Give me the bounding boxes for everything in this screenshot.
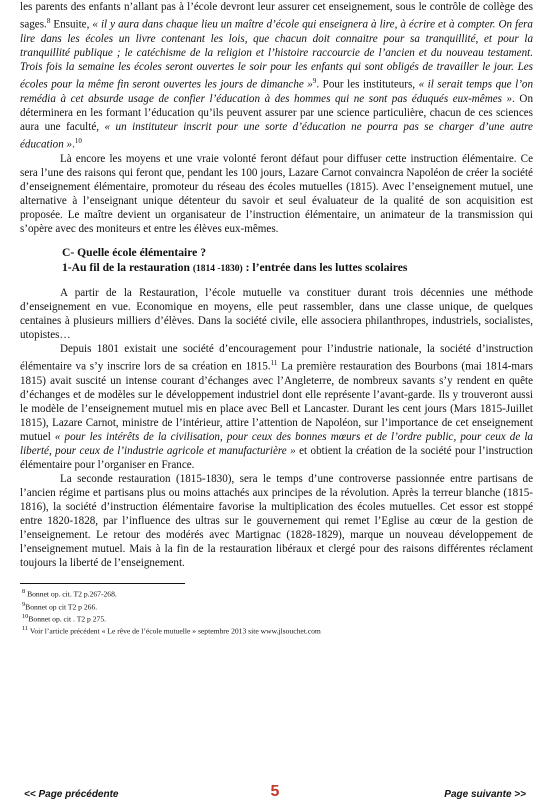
subsection-heading (62, 261, 533, 276)
document-page (20, 0, 533, 636)
footnote-reference: 9 (312, 76, 317, 85)
text-run: . (72, 138, 75, 151)
footnote-text: Voir l’article précédent « Le rêve de l’école mutuelle » septembre 2013 site www.jlsouchet.com (28, 626, 321, 636)
paragraph-1 (20, 0, 533, 152)
paragraph-4 (20, 342, 533, 472)
paragraph-3: A partir de la Restauration, l’école mutuelle va constituer durant trois décennies une méthode d’enseignement en vue. Economique en moyens, elle peut rassembler, dans une classe unique, de quelques centaines à plusieurs milliers d’élèves. Dans la société civile, elle associera philanthropes, industriels, socialistes, utopistes… (20, 286, 533, 341)
text-run: et obtient la création de la société pour l’instruction élémentaire pour l’organiser en France. (20, 445, 533, 472)
footnote-text: Bonnet op. cit . T2 p 275. (28, 614, 107, 624)
paragraph-2: Là encore les moyens et une vraie volonté feront défaut pour diffuser cette instruction élémentaire. Ce sera l’une des raisons qui feront que, pendant les 100 jours, Lazare Carnot convaincra Napoléon de créer la société d’enseignement élémentaire, promoteur du réseau des écoles mutuelles (1815). Avec l’enseignement mutuel, une alternative à l’enseignant unique détenteur du savoir et seul évaluateur de la qualité de son acquisition est proposée. Le maître devient un organisateur de l’instruction élémentaire, un animateur de la transmission qui s’opère avec des moniteurs et entre les élèves eux-mêmes. (20, 152, 533, 235)
text-run: La première restauration des Bourbons (mai 1814-mars 1815) avait suscité un intense courant d’échanges avec l’Angleterre, de nombreux savants s’y rendent en quête d’échanges et de modèles sur le développement industriel dont elle représente l’avant-garde. Ils y trouveront aussi le modèle de l’enseignement mutuel mis en place avec Bell et Lancaster. Durant les cent jours (Mars 1815-Juillet 1815), Lazare Carnot, ministre de l’intérieur, attire l’attention de Napoléon, sur l’importance de cet enseignement mutuel (20, 360, 533, 443)
quotation: « un instituteur inscrit pour une sorte d’éducation ne pourra pas se charger d’une autre éducation » (20, 120, 533, 151)
text-run: . On déterminera en les formant l’éducation qu’ils peuvent assurer par une science particulière, chacun de ces sciences aura une faculté, (20, 92, 533, 133)
footnote-reference: 10 (74, 136, 82, 145)
footnote-number: 11 (22, 624, 29, 632)
footnote-reference: 11 (270, 359, 278, 368)
footnote-text: Bonnet op. cit. T2 p.267-268. (25, 589, 117, 599)
text-run: Depuis 1801 existait une société d’encouragement pour l’industrie nationale, la société d’instruction élémentaire va s’y inscrire lors de sa création en 1815. (20, 343, 533, 373)
section-heading: C- Quelle école élémentaire ? (62, 245, 207, 259)
footnote-divider (20, 583, 185, 584)
text-run: les parents des enfants n’allant pas à l’école devront leur assurer cet enseignement, sous le contrôle de collège des sages. (20, 1, 533, 31)
quotation: « pour les intérêts de la civilisation, pour ceux des bonnes mœurs et de l’ordre public, pour ceux de la liberté, pour ceux de l’industrie agricole et manufacturière » (20, 430, 533, 458)
footnote-text: Bonnet op cit T2 p 266. (25, 602, 98, 612)
footnote-number: 10 (22, 612, 29, 620)
footnote-reference: 8 (46, 17, 51, 26)
quotation: « il serait temps que l’on remédia à cet absurde usage de confier l’éducation à des hommes qui ne sont pas éduqués eux-mêmes » (20, 78, 533, 105)
page-number: 5 (270, 783, 280, 800)
footnotes (20, 587, 533, 636)
subsection-prefix: 1-Au fil de la restauration (62, 260, 193, 274)
footnote (22, 600, 533, 612)
quotation: « il y aura dans chaque lieu un maître d’école qui enseignera à lire, à écrire et à compter. On fera lire dans les écoles un livre contenant les lois, que chacun doit connaitre pour sa tranquillité, et pour la tranquillité publique ; le catéchisme de la religion et l’histoire raccourcie de l’ancien et du nouveau testament. Trois fois la semaine les écoles seront ouvertes le soir pour les enfants qui sont obligés de travailler le jour. Les écoles pour la même fin seront ouvertes les jours de dimanche » (20, 18, 533, 91)
subsection-suffix: : l’entrée dans les luttes scolaires (242, 260, 408, 274)
previous-page-link[interactable]: << Page précédente (24, 789, 119, 800)
next-page-link[interactable]: Page suivante >> (444, 789, 526, 800)
footnote (22, 624, 533, 636)
paragraph-5: La seconde restauration (1815-1830), sera le temps d’une controverse passionnée entre partisans de l’ancien régime et partisans plus ou moins attachés aux principes de la révolution. Après la terreur blanche (1815-1816), la société d’instruction élémentaire favorise la multiplication des écoles mutuelles. Cet essor est stoppé entre 1820-1828, par l’influence des ultras sur le gouvernement qui remet l’Eglise au cœur de la gestion de l’enseignement. Le retour des modérés avec Martignac (1828-1829), marque un nouveau développement de l’enseignement mutuel. Mais à la fin de la restauration libéraux et clergé pour des raisons différentes réclament toujours la liberté de l’enseignement. (20, 473, 533, 570)
footnote (22, 587, 533, 599)
text-run: Ensuite, (50, 18, 93, 31)
text-run: . Pour les instituteurs, (316, 78, 419, 91)
page-footer (0, 783, 550, 804)
footnote-number: 8 (22, 588, 26, 596)
footnote (22, 612, 533, 624)
footnote-number: 9 (22, 600, 26, 608)
subsection-dates: (1814 -1830) (192, 263, 243, 274)
